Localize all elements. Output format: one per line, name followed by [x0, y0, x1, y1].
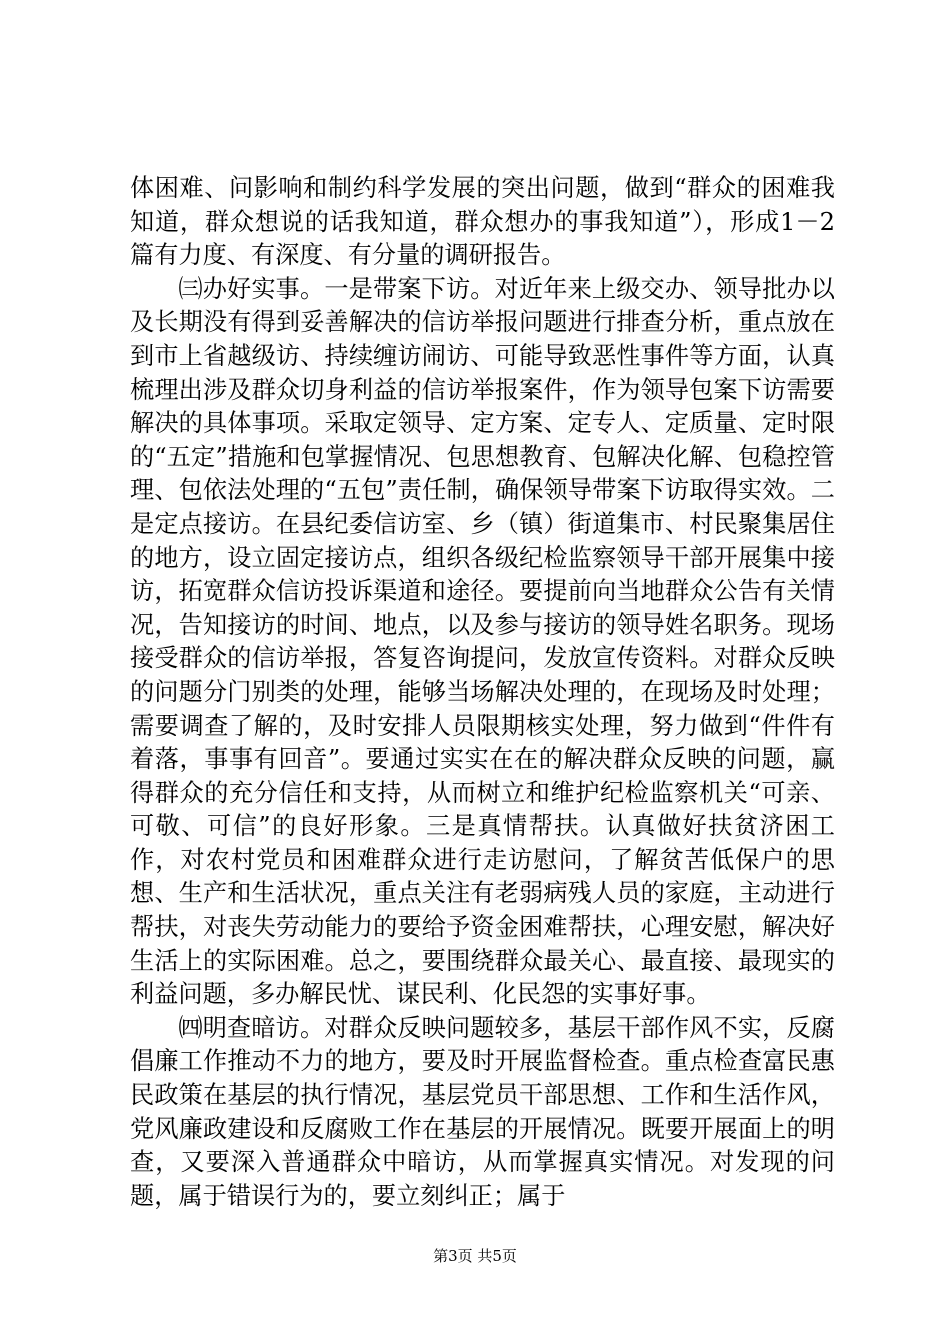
paragraph-section-3: ㈢办好实事。一是带案下访。对近年来上级交办、领导批办以及长期没有得到妥善解决的信访举报问题进行排查分析，重点放在到市上省越级访、持续缠访闹访、可能导致恶性事件等方面，认真梳理出涉及群众切身利益的信访举报案件，作为领导包案下访需要解决的具体事项。采取定领导、定方案、定专人、定质量、定时限的“五定”措施和包掌握情况、包思想教育、包解决化解、包稳控管理、包依法处理的“五包”责任制，确保领导带案下访取得实效。二是定点接访。在县纪委信访室、乡（镇）街道集市、村民聚集居住的地方，设立固定接访点，组织各级纪检监察领导干部开展集中接访，拓宽群众信访投诉渠道和途径。要提前向当地群众公告有关情况，告知接访的时间、地点，以及参与接访的领导姓名职务。现场接受群众的信访举报，答复咨询提问，发放宣传资料。对群众反映的问题分门别类的处理，能够当场解决处理的，在现场及时处理；需要调查了解的，及时安排人员限期核实处理，努力做到“件件有着落，事事有回音”。要通过实实在在的解决群众反映的问题，赢得群众的充分信任和支持，从而树立和维护纪检监察机关“可亲、可敬、可信”的良好形象。三是真情帮扶。认真做好扶贫济困工作，对农村党员和困难群众进行走访慰问，了解贫苦低保户的思想、生产和生活状况，重点关注有老弱病残人员的家庭，主动进行帮扶，对丧失劳动能力的要给予资金困难帮扶，心理安慰，解决好生活上的实际困难。总之，要围绕群众最关心、最直接、最现实的利益问题，多办解民忧、谋民利、化民怨的实事好事。 [130, 274, 835, 1009]
paragraph-section-4: ㈣明查暗访。对群众反映问题较多，基层干部作风不实，反腐倡廉工作推动不力的地方，要及时开展监督检查。重点检查富民惠民政策在基层的执行情况，基层党员干部思想、工作和生活作风，党风廉政建设和反腐败工作在基层的开展情况。既要开展面上的明查，又要深入普通群众中暗访，从而掌握真实情况。对发现的问题，属于错误行为的，要立刻纠正；属于 [130, 1013, 835, 1210]
document-body [130, 172, 835, 1213]
paragraph-continuation: 体困难、问影响和制约科学发展的突出问题，做到“群众的困难我知道，群众想说的话我知道，群众想办的事我知道”），形成1－2篇有力度、有深度、有分量的调研报告。 [130, 174, 835, 270]
page-number-footer: 第3页 共5页 [433, 1247, 517, 1265]
